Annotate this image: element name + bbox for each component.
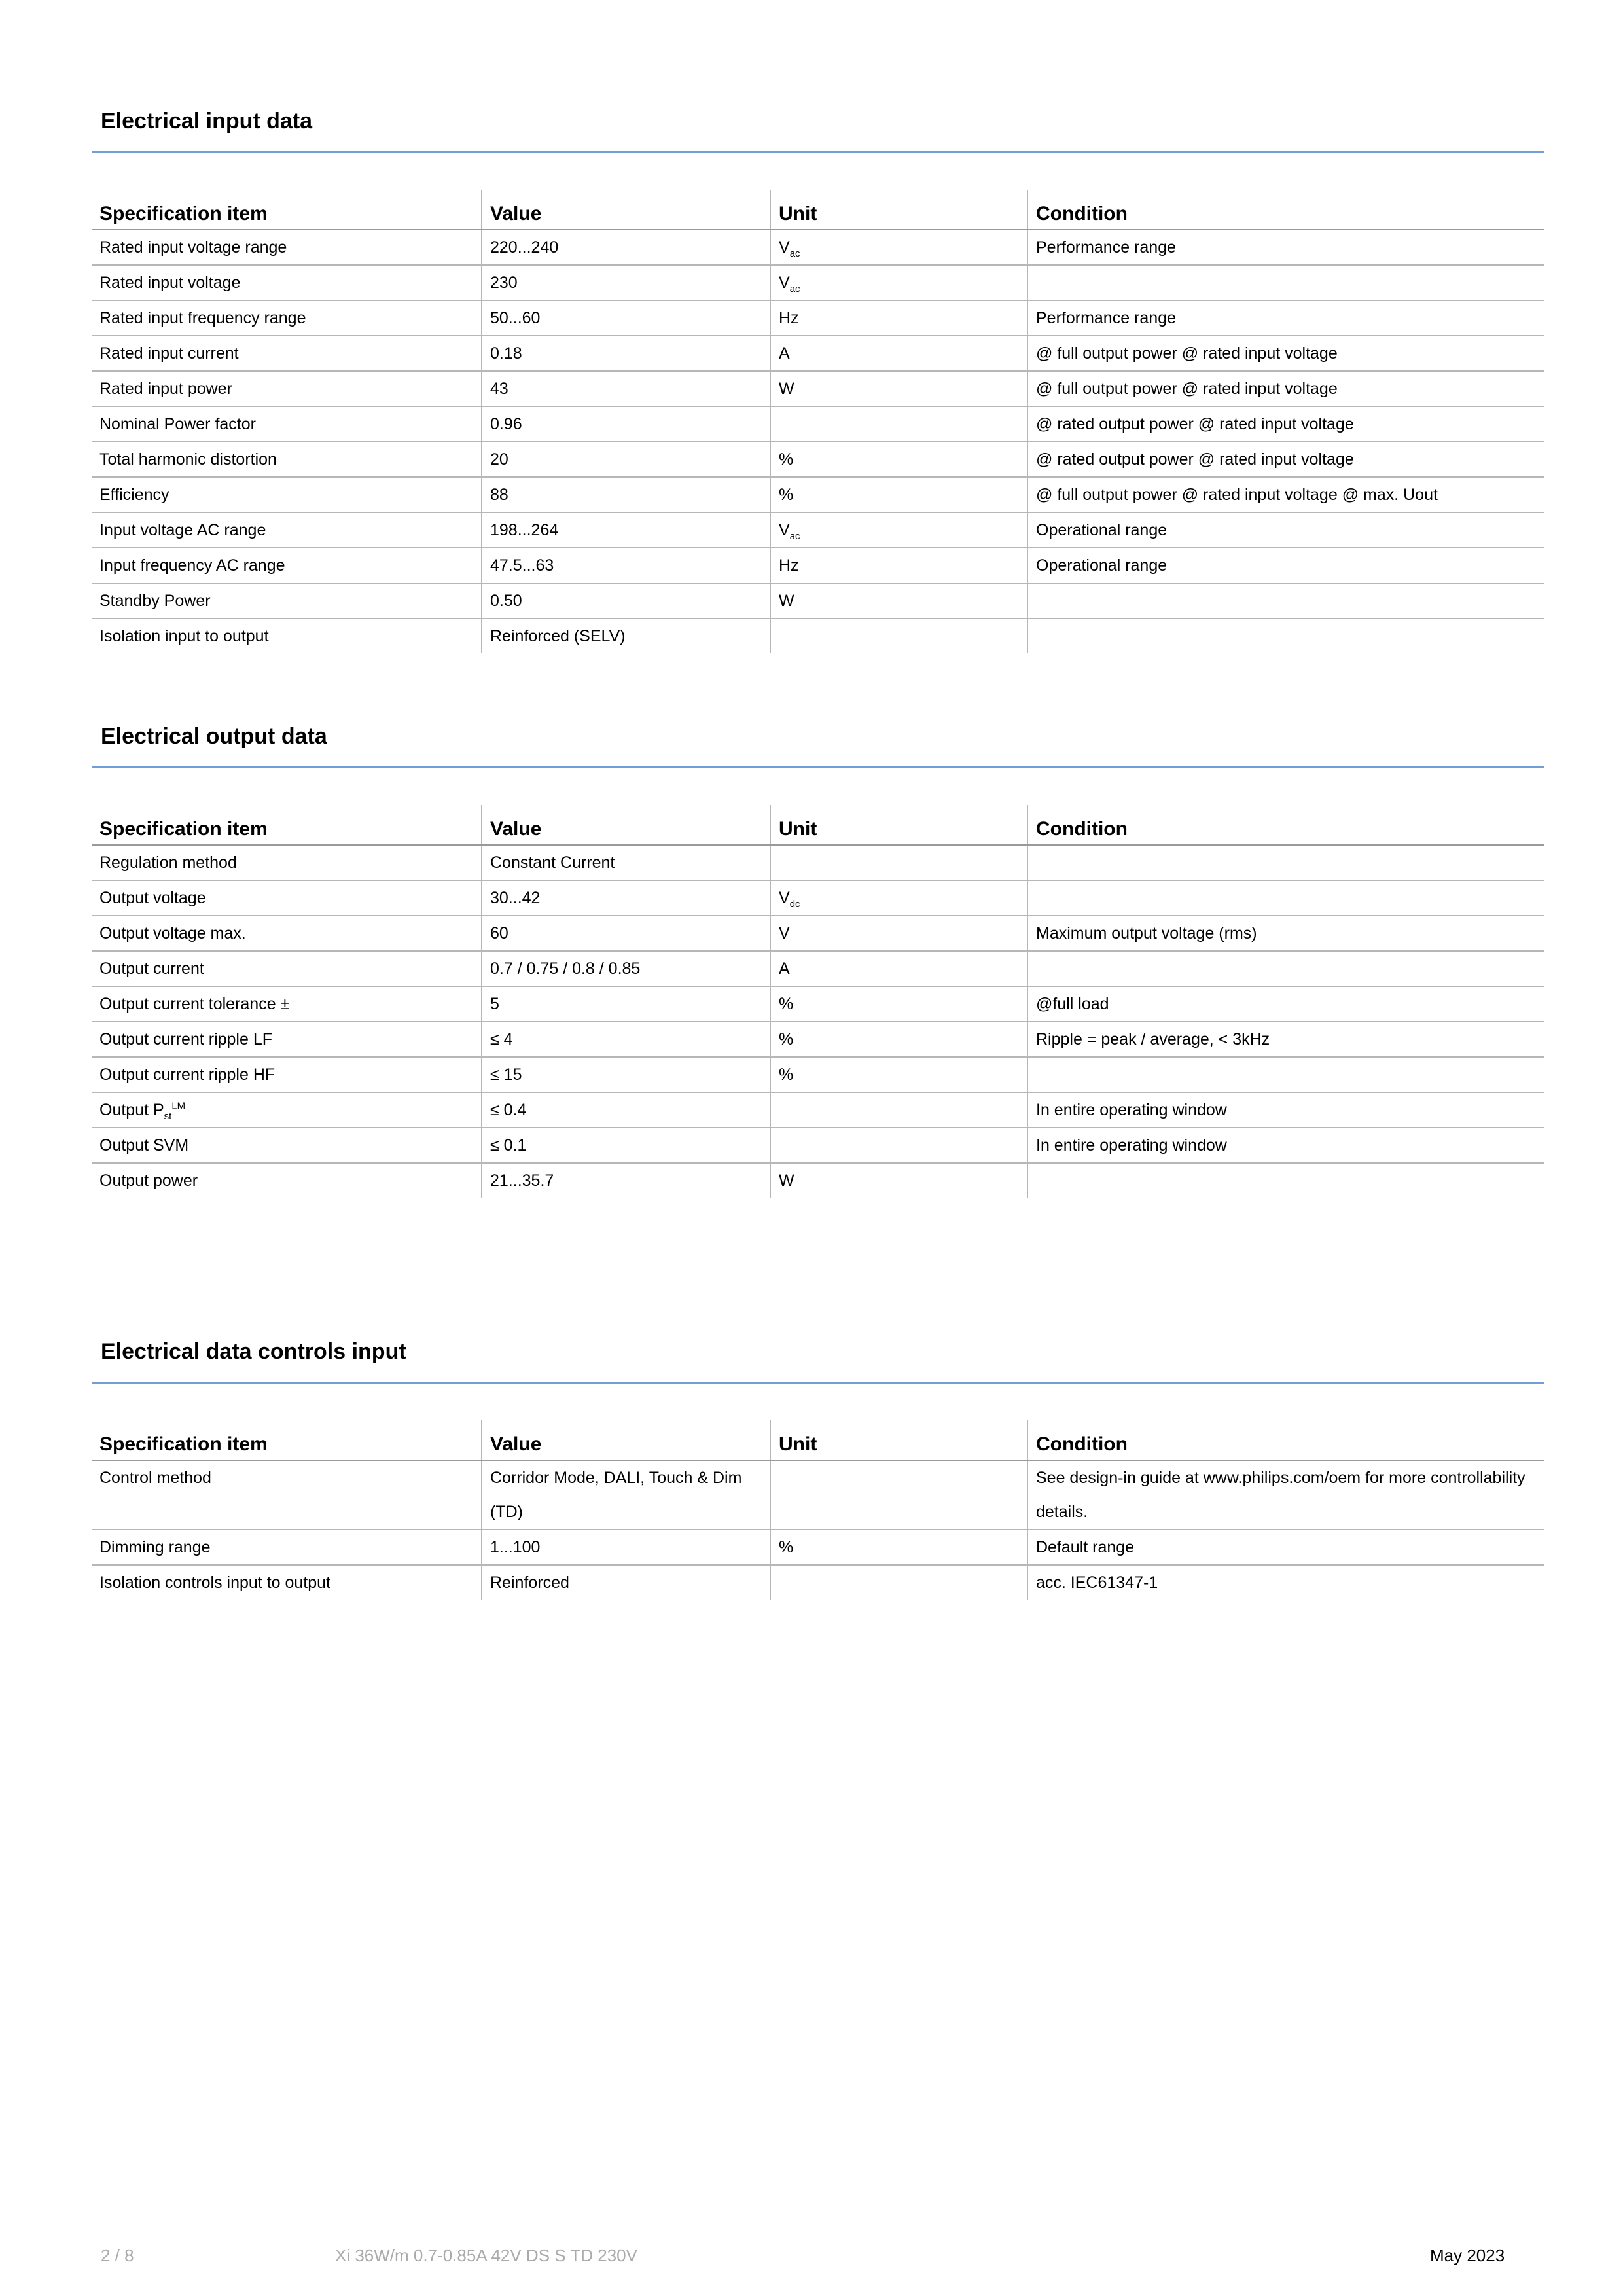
table-row xyxy=(92,1092,1544,1128)
section-title: Electrical data controls input xyxy=(101,1339,406,1364)
section-divider xyxy=(92,766,1544,768)
spec-cell: Input voltage AC range xyxy=(92,512,482,548)
table-row xyxy=(92,442,1544,477)
unit-cell: A xyxy=(770,336,1027,371)
document-date: May 2023 xyxy=(1430,2246,1505,2265)
table-row xyxy=(92,548,1544,583)
unit-cell: % xyxy=(770,1022,1027,1057)
table-row xyxy=(92,1163,1544,1198)
value-cell: Reinforced (SELV) xyxy=(482,619,770,653)
spec-cell: Nominal Power factor xyxy=(92,406,482,442)
condition-cell: Default range xyxy=(1027,1530,1544,1565)
table-row xyxy=(92,619,1544,653)
value-cell: 88 xyxy=(482,477,770,512)
condition-cell: @full load xyxy=(1027,986,1544,1022)
value-cell: 0.96 xyxy=(482,406,770,442)
unit-cell: % xyxy=(770,442,1027,477)
condition-cell xyxy=(1027,845,1544,880)
table-row xyxy=(92,406,1544,442)
condition-cell xyxy=(1027,880,1544,916)
spec-cell: Rated input power xyxy=(92,371,482,406)
spec-cell: Output current ripple LF xyxy=(92,1022,482,1057)
condition-cell xyxy=(1027,951,1544,986)
header-spec: Specification item xyxy=(92,1420,482,1460)
header-unit: Unit xyxy=(770,805,1027,845)
spec-cell: Output power xyxy=(99,1172,198,1190)
unit-cell xyxy=(770,845,1027,880)
value-cell: 30...42 xyxy=(482,880,770,916)
value-cell: ≤ 4 xyxy=(482,1022,770,1057)
unit-cell: V xyxy=(770,916,1027,951)
value-cell: 20 xyxy=(482,442,770,477)
value-cell: 198...264 xyxy=(482,512,770,548)
section-title: Electrical output data xyxy=(101,724,327,749)
condition-cell: Operational range xyxy=(1027,548,1544,583)
value-cell: 47.5...63 xyxy=(482,548,770,583)
section-divider xyxy=(92,151,1544,153)
value-cell: 0.18 xyxy=(482,336,770,371)
value-cell: 1...100 xyxy=(482,1530,770,1565)
header-condition: Condition xyxy=(1027,805,1544,845)
spec-cell: Output current xyxy=(92,951,482,986)
table-row xyxy=(92,300,1544,336)
unit-cell: W xyxy=(770,371,1027,406)
unit-cell xyxy=(770,619,1027,653)
header-spec: Specification item xyxy=(92,190,482,230)
unit-cell: A xyxy=(770,951,1027,986)
table-row xyxy=(92,1057,1544,1092)
spec-cell: Standby Power xyxy=(92,583,482,619)
spec-cell: Output $P_{st}^{LM}$ xyxy=(92,1092,482,1128)
spec-cell: Control method xyxy=(92,1460,482,1530)
condition-cell: Performance range xyxy=(1027,230,1544,265)
condition-cell: Ripple = peak / average, < 3kHz xyxy=(1027,1022,1544,1057)
table-row xyxy=(92,1565,1544,1600)
spec-cell: Output voltage xyxy=(92,880,482,916)
condition-cell xyxy=(1027,583,1544,619)
spec-table xyxy=(92,1420,1544,1600)
value-cell: 230 xyxy=(482,265,770,300)
header-value: Value xyxy=(482,1420,770,1460)
spec-cell: Output voltage max. xyxy=(92,916,482,951)
table-row xyxy=(92,845,1544,880)
spec-cell: Isolation input to output xyxy=(99,627,269,645)
table-header-row xyxy=(92,190,1544,230)
table-row xyxy=(92,1530,1544,1565)
condition-cell: @ full output power @ rated input voltage xyxy=(1027,336,1544,371)
spec-cell: Output current tolerance ± xyxy=(92,986,482,1022)
unit-cell xyxy=(770,1092,1027,1128)
unit-cell: Hz xyxy=(770,300,1027,336)
unit-cell xyxy=(770,406,1027,442)
unit-cell: W xyxy=(770,1163,1027,1198)
unit-cell: % xyxy=(770,1057,1027,1092)
condition-cell: Maximum output voltage (rms) xyxy=(1027,916,1544,951)
unit-cell: $V_{ac}$ xyxy=(770,230,1027,265)
unit-cell: W xyxy=(770,583,1027,619)
condition-cell: In entire operating window xyxy=(1027,1092,1544,1128)
value-cell: 5 xyxy=(482,986,770,1022)
spec-cell: Input frequency AC range xyxy=(92,548,482,583)
unit-cell: $V_{ac}$ xyxy=(770,512,1027,548)
table-row xyxy=(92,1460,1544,1530)
spec-cell: Dimming range xyxy=(92,1530,482,1565)
header-value: Value xyxy=(482,805,770,845)
condition-cell: @ full output power @ rated input voltage @ max. Uout xyxy=(1027,477,1544,512)
value-cell: 43 xyxy=(482,371,770,406)
table-row xyxy=(92,916,1544,951)
unit-cell xyxy=(770,1128,1027,1163)
table-row xyxy=(92,880,1544,916)
section-title: Electrical input data xyxy=(101,109,313,134)
spec-cell: Efficiency xyxy=(92,477,482,512)
unit-cell: % xyxy=(770,986,1027,1022)
unit-cell: $V_{ac}$ xyxy=(770,265,1027,300)
value-cell: ≤ 0.4 xyxy=(482,1092,770,1128)
spec-cell: Output current ripple HF xyxy=(92,1057,482,1092)
spec-cell: Rated input voltage range xyxy=(92,230,482,265)
table-header-row xyxy=(92,1420,1544,1460)
unit-cell xyxy=(770,1460,1027,1530)
value-cell: 60 xyxy=(482,916,770,951)
spec-cell: Isolation controls input to output xyxy=(99,1573,331,1592)
unit-cell: Hz xyxy=(770,548,1027,583)
table-row xyxy=(92,1128,1544,1163)
spec-cell: Output SVM xyxy=(92,1128,482,1163)
table-row xyxy=(92,1022,1544,1057)
condition-cell: See design-in guide at www.philips.com/oem for more controllability details. xyxy=(1027,1460,1544,1530)
condition-cell xyxy=(1027,619,1544,653)
table-row xyxy=(92,512,1544,548)
header-unit: Unit xyxy=(770,1420,1027,1460)
page-number: 2 / 8 xyxy=(101,2246,134,2265)
document-name: Xi 36W/m 0.7-0.85A 42V DS S TD 230V xyxy=(335,2246,637,2265)
table-row xyxy=(92,336,1544,371)
spec-cell: Regulation method xyxy=(92,845,482,880)
header-unit: Unit xyxy=(770,190,1027,230)
condition-cell: Performance range xyxy=(1027,300,1544,336)
condition-cell xyxy=(1027,1163,1544,1198)
table-row xyxy=(92,230,1544,265)
table-row xyxy=(92,986,1544,1022)
unit-cell xyxy=(770,1565,1027,1600)
value-cell: Constant Current xyxy=(482,845,770,880)
table-row xyxy=(92,477,1544,512)
value-cell: Reinforced xyxy=(482,1565,770,1600)
condition-cell: @ rated output power @ rated input voltage xyxy=(1027,442,1544,477)
value-cell: ≤ 15 xyxy=(482,1057,770,1092)
table-row xyxy=(92,265,1544,300)
condition-cell: acc. IEC61347-1 xyxy=(1027,1565,1544,1600)
unit-cell: $V_{dc}$ xyxy=(770,880,1027,916)
section-divider xyxy=(92,1382,1544,1384)
spec-cell: Rated input voltage xyxy=(92,265,482,300)
unit-cell: % xyxy=(770,1530,1027,1565)
value-cell: ≤ 0.1 xyxy=(482,1128,770,1163)
value-cell: 220...240 xyxy=(482,230,770,265)
header-value: Value xyxy=(482,190,770,230)
condition-cell xyxy=(1027,265,1544,300)
value-cell: 21...35.7 xyxy=(482,1163,770,1198)
table-header-row xyxy=(92,805,1544,845)
condition-cell: In entire operating window xyxy=(1027,1128,1544,1163)
table-row xyxy=(92,583,1544,619)
header-spec: Specification item xyxy=(92,805,482,845)
value-cell: 50...60 xyxy=(482,300,770,336)
table-row xyxy=(92,371,1544,406)
unit-cell: % xyxy=(770,477,1027,512)
spec-cell: Rated input frequency range xyxy=(92,300,482,336)
table-row xyxy=(92,951,1544,986)
header-condition: Condition xyxy=(1027,1420,1544,1460)
spec-cell: Rated input current xyxy=(92,336,482,371)
value-cell: Corridor Mode, DALI, Touch & Dim (TD) xyxy=(482,1460,770,1530)
condition-cell: @ full output power @ rated input voltage xyxy=(1027,371,1544,406)
spec-table xyxy=(92,190,1544,653)
value-cell: 0.50 xyxy=(482,583,770,619)
spec-table xyxy=(92,805,1544,1198)
condition-cell: @ rated output power @ rated input voltage xyxy=(1027,406,1544,442)
value-cell: 0.7 / 0.75 / 0.8 / 0.85 xyxy=(482,951,770,986)
header-condition: Condition xyxy=(1027,190,1544,230)
condition-cell xyxy=(1027,1057,1544,1092)
condition-cell: Operational range xyxy=(1027,512,1544,548)
spec-cell: Total harmonic distortion xyxy=(92,442,482,477)
